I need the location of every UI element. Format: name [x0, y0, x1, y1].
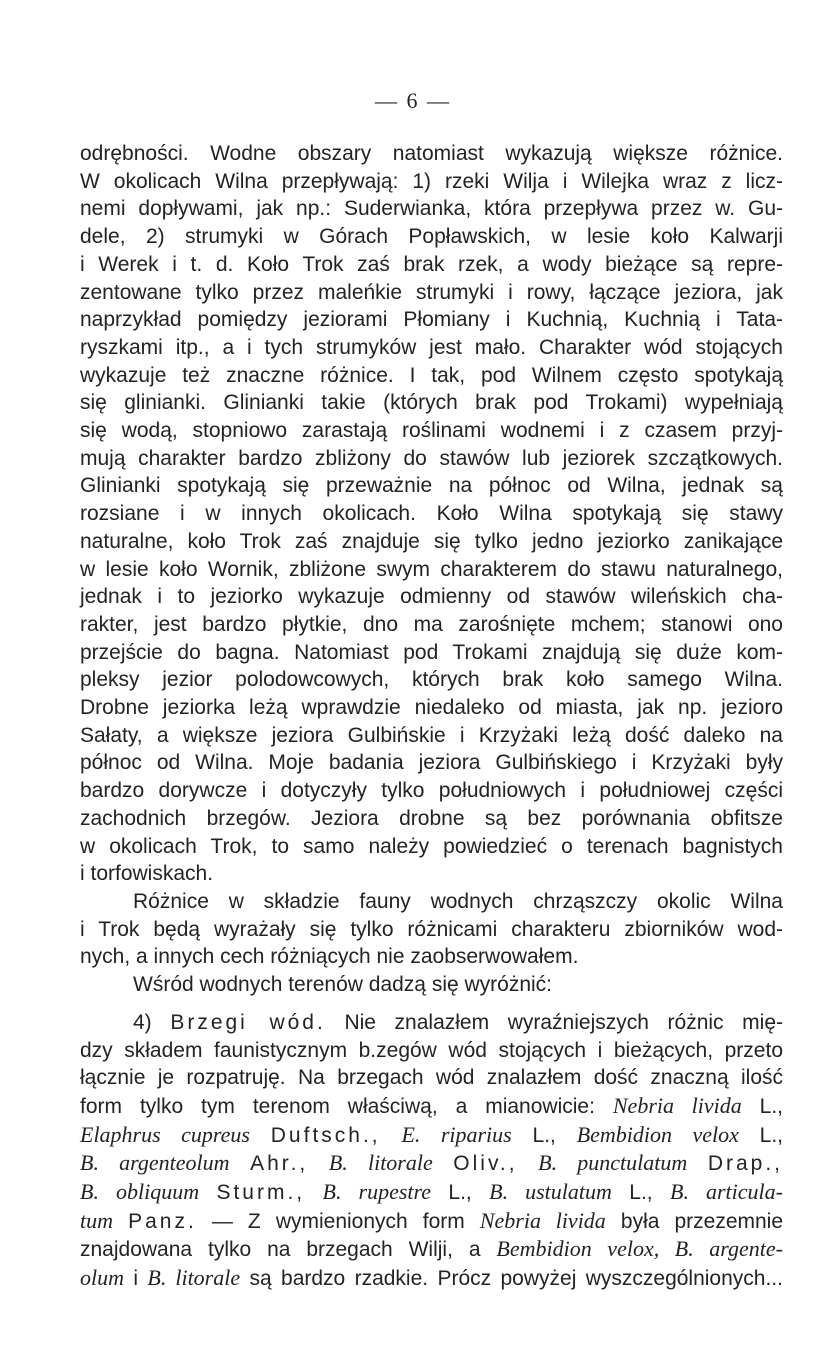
- author-abbr: Drap.,: [707, 1152, 783, 1176]
- species-name: B. litorale: [147, 1265, 241, 1291]
- text-line: [80, 1235, 783, 1264]
- text-fragment: form tylko tym terenom właściwą, a mianowicie:: [80, 1094, 595, 1118]
- text-line: w okolicach Trok, to samo należy powiedzieć o terenach bagnistych: [80, 834, 783, 858]
- text-line: nemi dopływami, jak np.: Suderwianka, która przepływa przez w. Gu-: [80, 197, 783, 221]
- text-line: rozsiane i w innych okolicach. Koło Wilna spotykają się stawy: [80, 502, 783, 526]
- text-line: łącznie je rozpatruję. Na brzegach wód znalazłem dość znaczną ilość: [80, 1066, 783, 1090]
- text-fragment: była przezemnie: [620, 1209, 784, 1233]
- text-line: rakter, jest bardzo płytkie, dno ma zarośnięte mchem; stanowi ono: [80, 612, 783, 636]
- text-line: i Trok będą wyrażały się tylko różnicami charakteru zbiorników wod-: [80, 917, 783, 941]
- author-abbr: L.,: [629, 1181, 653, 1205]
- text-fragment: znajdowana tylko na brzegach Wilji, a: [80, 1238, 481, 1262]
- text-line: Sałaty, a większe jeziora Gulbińskie i Krzyżaki leżą dość daleko na: [80, 723, 783, 747]
- author-abbr: L.,: [448, 1181, 472, 1205]
- text-line: [80, 1149, 783, 1178]
- paragraph-3: [80, 971, 783, 999]
- author-abbr: L.,: [759, 1123, 784, 1147]
- text-line: i Werek i t. d. Koło Trok zaś brak rzek, a wody bieżące są repre-: [80, 252, 783, 276]
- author-abbr: Oliv.,: [453, 1152, 518, 1176]
- text-line: dzy składem faunistycznym b.zegów wód stojących i bieżących, przeto: [80, 1038, 783, 1062]
- author-abbr: Duftsch.,: [270, 1123, 381, 1147]
- text-line: wykazuje też znaczne różnice. I tak, pod Wilnem często spotykają: [80, 363, 783, 387]
- text-line: się wodą, stopniowo zarastają roślinami wodnemi i z czasem przyj-: [80, 419, 783, 443]
- text-line: ryszkami itp., a i tych strumyków jest mało. Charakter wód stojących: [80, 335, 783, 359]
- text-line: [80, 1207, 783, 1236]
- text-fragment: — Z wymienionych form: [211, 1209, 465, 1233]
- text-line: jednak i to jeziorko wykazuje odmienny od stawów wileńskich cha-: [80, 585, 783, 609]
- paragraph-4: [80, 1009, 783, 1293]
- text-line: [80, 1092, 783, 1121]
- text-line: Różnice w składzie fauny wodnych chrząszczy okolic Wilna: [133, 889, 783, 913]
- species-name: B. ustulatum: [489, 1179, 612, 1205]
- species-name: B. articula-: [670, 1179, 783, 1205]
- text-line: w lesie koło Wornik, zbliżone swym charakterem do stawu naturalnego,: [80, 557, 783, 581]
- text-line: [80, 1009, 783, 1037]
- text-line: Drobne jeziorka leżą wprawdzie niedaleko od miasta, jak np. jezioro: [80, 696, 783, 720]
- species-name: B. litorale: [328, 1150, 433, 1176]
- text-line: północ od Wilna. Moje badania jeziora Gulbińskiego i Krzyżaki były: [80, 751, 783, 775]
- text-line: i torfowiskach.: [80, 862, 214, 886]
- species-name: tum: [80, 1207, 113, 1233]
- author-abbr: L.,: [532, 1123, 556, 1147]
- text-fragment: Nie znalazłem wyraźniejszych różnic mię-: [344, 1010, 783, 1034]
- page-number: — 6 —: [375, 88, 451, 113]
- species-name: Nebria livida: [612, 1092, 742, 1118]
- section-heading-spaced: Brzegi wód.: [170, 1010, 326, 1034]
- text-line: nych, a innych cech różniących nie zaobserwowałem.: [80, 945, 579, 969]
- text-fragment: i: [133, 1267, 139, 1291]
- species-name: B. obliquum: [80, 1179, 200, 1205]
- text-line: bardzo dorywcze i dotyczyły tylko południowych i południowej części: [80, 779, 783, 803]
- species-name: Elaphrus cupreus: [80, 1121, 250, 1147]
- text-line: Wśród wodnych terenów dadzą się wyróżnić:: [133, 973, 553, 997]
- text-line: dele, 2) strumyki w Górach Popławskich, w lesie koło Kalwarji: [80, 225, 783, 249]
- text-line: Glinianki spotykają się przeważnie na północ od Wilna, jednak są: [80, 474, 783, 498]
- text-line: przejście do bagna. Natomiast pod Trokami znajdują się duże kom-: [80, 640, 783, 664]
- species-name: B. punctulatum: [538, 1150, 688, 1176]
- species-name: olum: [80, 1265, 124, 1291]
- text-line: zentowane tylko przez maleńkie strumyki i rowy, łączące jeziora, jak: [80, 280, 783, 304]
- author-abbr: Panz.: [128, 1209, 197, 1233]
- text-line: odrębności. Wodne obszary natomiast wykazują większe różnice.: [80, 142, 783, 165]
- author-abbr: L.,: [759, 1094, 784, 1118]
- text-line: [80, 1264, 783, 1293]
- text-line: naturalne, koło Trok zaś znajduje się tylko jedno jeziorko zanikające: [80, 529, 783, 553]
- author-abbr: Sturm.,: [216, 1181, 306, 1205]
- species-name: E. riparius: [401, 1121, 512, 1147]
- text-fragment: są bardzo rzadkie. Prócz powyżej wyszczególnionych...: [249, 1267, 783, 1291]
- text-line: W okolicach Wilna przepływają: 1) rzeki Wilja i Wilejka wraz z licz-: [80, 169, 783, 193]
- species-name: Bembidion velox: [576, 1121, 739, 1147]
- species-name: B. rupestre: [322, 1179, 432, 1205]
- text-line: pleksy jezior polodowcowych, których brak koło samego Wilna.: [80, 668, 783, 692]
- species-name: Bembidion velox, B. argente-: [496, 1236, 783, 1262]
- paragraph-1: [80, 140, 783, 888]
- body-text: [80, 140, 783, 1293]
- list-number: 4): [133, 1010, 152, 1034]
- species-name: B. argenteolum: [80, 1150, 230, 1176]
- species-name: Nebria livida: [479, 1207, 606, 1233]
- text-line: się glinianki. Glinianki takie (których brak pod Trokami) wypełniają: [80, 391, 783, 415]
- text-line: [80, 1121, 783, 1150]
- paragraph-2: [80, 888, 783, 971]
- author-abbr: Ahr.,: [250, 1152, 309, 1176]
- text-line: mują charakter bardzo zbliżony do stawów lub jeziorek szczątkowych.: [80, 446, 783, 470]
- text-line: naprzykład pomiędzy jeziorami Płomiany i Kuchnią, Kuchnią i Tata-: [80, 308, 783, 332]
- text-line: zachodnich brzegów. Jeziora drobne są bez porównania obfitsze: [80, 806, 783, 830]
- text-line: [80, 1178, 783, 1207]
